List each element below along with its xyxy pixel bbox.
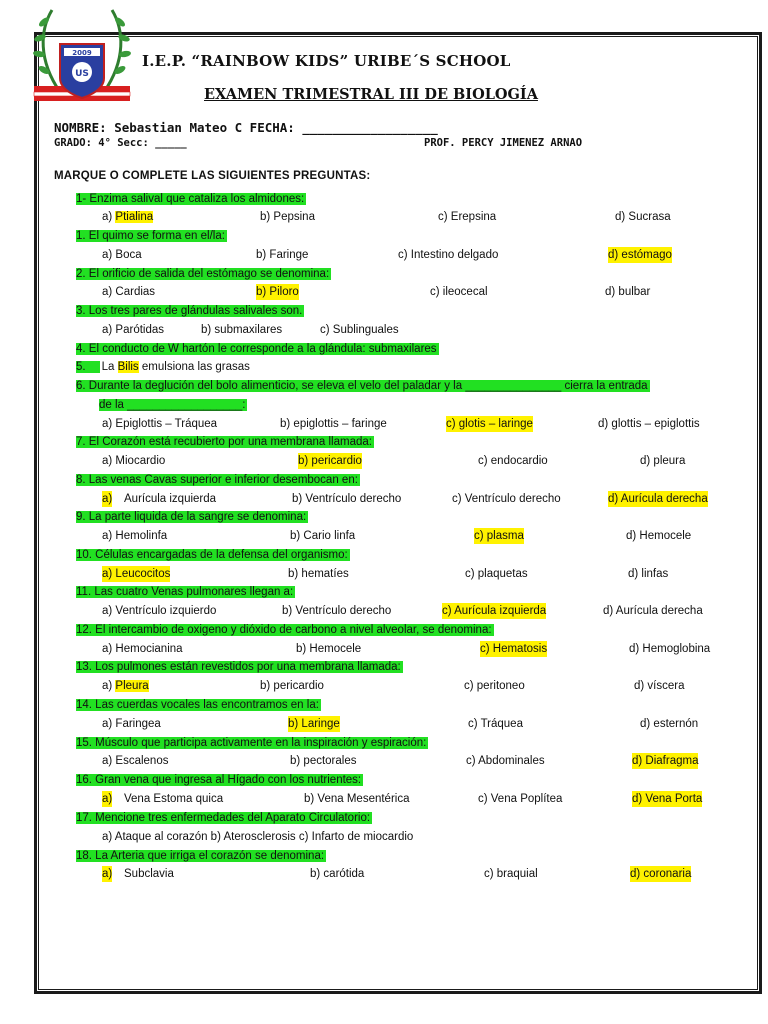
option-d: d) Sucrasa bbox=[615, 211, 671, 223]
option-a: a) Ptialina bbox=[102, 211, 154, 223]
option-a: a) Escalenos bbox=[102, 755, 169, 767]
option-c: c) ileocecal bbox=[430, 286, 488, 298]
option-b-selected: b) Piloro bbox=[256, 286, 299, 298]
option-b-selected: b) pericardio bbox=[298, 455, 362, 467]
option-d: d) esternón bbox=[640, 718, 699, 730]
option-b: b) pectorales bbox=[290, 755, 357, 767]
option-a: a) Parótidas bbox=[102, 324, 165, 336]
option-b-selected: b) Laringe bbox=[288, 718, 340, 730]
option-b: b) Pepsina bbox=[260, 211, 315, 223]
option-d-selected: d) Vena Porta bbox=[632, 793, 703, 805]
option-c: c) endocardio bbox=[478, 455, 548, 467]
option-b: b) carótida bbox=[310, 868, 365, 880]
option-a: Vena Estoma quica bbox=[124, 793, 224, 805]
question-4: 4. El conducto de W hartón le corresponde a la glándula: submaxilares bbox=[76, 343, 437, 355]
option-a: a) Epiglottis – Tráquea bbox=[102, 418, 218, 430]
option-a: Subclavia bbox=[124, 868, 174, 880]
option-d: d) glottis – epiglottis bbox=[598, 418, 700, 430]
option-a: a) Faringea bbox=[102, 718, 161, 730]
option-d: d) Hemoglobina bbox=[629, 643, 711, 655]
option-b: b) hematíes bbox=[288, 568, 349, 580]
school-crest-icon bbox=[30, 0, 134, 106]
option-a: a) Ataque al corazón b) Aterosclerosis c) Infarto de miocardio bbox=[102, 831, 414, 843]
question-12: 12. El intercambio de oxigeno y dióxido de carbono a nivel alveolar, se denomina: bbox=[76, 624, 492, 636]
question-17: 17. Mencione tres enfermedades del Aparato Circulatorio: bbox=[76, 812, 371, 824]
option-d: d) Hemocele bbox=[626, 530, 692, 542]
option-c: c) Vena Poplítea bbox=[478, 793, 563, 805]
question-1a: 1- Enzima salival que cataliza los almidones: bbox=[76, 193, 305, 205]
option-a-marker: a) bbox=[102, 793, 113, 805]
option-b: b) pericardio bbox=[260, 680, 324, 692]
option-b: b) Cario linfa bbox=[290, 530, 356, 542]
option-c: c) Abdominales bbox=[466, 755, 545, 767]
question-18: 18. La Arteria que irriga el corazón se denomina: bbox=[76, 850, 325, 862]
question-1b: 1. El quimo se forma en el/la: bbox=[76, 230, 225, 242]
selected-answer-highlight: Ptialina bbox=[115, 211, 154, 223]
option-a: a) Hemolinfa bbox=[102, 530, 168, 542]
option-c-selected: c) plasma bbox=[474, 530, 524, 542]
instructions: MARQUE O COMPLETE LAS SIGUIENTES PREGUNTAS: bbox=[54, 170, 371, 182]
option-a-selected: a) Leucocitos bbox=[102, 568, 171, 580]
question-9: 9. La parte liquida de la sangre se denomina: bbox=[76, 511, 307, 523]
option-a-marker: a) bbox=[102, 868, 113, 880]
option-d: d) bulbar bbox=[605, 286, 651, 298]
option-d-selected: d) Aurícula derecha bbox=[608, 493, 708, 505]
option-a: Aurícula izquierda bbox=[124, 493, 217, 505]
question-14: 14. Las cuerdas vocales las encontramos en la: bbox=[76, 699, 319, 711]
option-c-selected: c) Hematosis bbox=[480, 643, 548, 655]
name-date-line: NOMBRE: Sebastian Mateo C FECHA: __________________ bbox=[54, 120, 438, 135]
question-5: 5. La Bilis emulsiona las grasas bbox=[76, 361, 250, 373]
question-15: 15. Músculo que participa activamente en la inspiración y espiración: bbox=[76, 737, 427, 749]
professor-name: PROF. PERCY JIMENEZ ARNAO bbox=[424, 137, 583, 149]
option-a: a) Pleura bbox=[102, 680, 149, 692]
exam-title: EXAMEN TRIMESTRAL III DE BIOLOGÍA bbox=[204, 86, 538, 103]
option-a: a) Boca bbox=[102, 249, 142, 261]
option-a: a) Hemocianina bbox=[102, 643, 183, 655]
option-b: b) submaxilares bbox=[201, 324, 283, 336]
question-11: 11. Las cuatro Venas pulmonares llegan a: bbox=[76, 586, 294, 598]
question-13: 13. Los pulmones están revestidos por una membrana llamada: bbox=[76, 661, 401, 673]
option-d: d) pleura bbox=[640, 455, 686, 467]
option-a: a) Miocardio bbox=[102, 455, 166, 467]
option-b: b) Faringe bbox=[256, 249, 309, 261]
option-b: b) epiglottis – faringe bbox=[280, 418, 387, 430]
question-8: 8. Las venas Cavas superior e inferior desembocan en: bbox=[76, 474, 358, 486]
option-b: b) Hemocele bbox=[296, 643, 362, 655]
question-6: 6. Durante la deglución del bolo alimenticio, se eleva el velo del paladar y la _______________ cierra la entrada bbox=[76, 380, 648, 392]
option-d: d) Aurícula derecha bbox=[603, 605, 703, 617]
option-c: c) Sublinguales bbox=[320, 324, 399, 336]
option-c: c) Erepsina bbox=[438, 211, 497, 223]
question-2: 2. El orificio de salida del estómago se denomina: bbox=[76, 268, 330, 280]
question-7: 7. El Corazón está recubierto por una membrana llamada: bbox=[76, 436, 372, 448]
question-6-cont: de la __________________: bbox=[99, 399, 246, 411]
question-3: 3. Los tres pares de glándulas salivales son. bbox=[76, 305, 303, 317]
grade-line: GRADO: 4° Secc: _____ bbox=[54, 137, 187, 149]
question-10: 10. Células encargadas de la defensa del organismo: bbox=[76, 549, 348, 561]
option-c: c) Ventrículo derecho bbox=[452, 493, 561, 505]
option-a-marker: a) bbox=[102, 493, 113, 505]
option-d: d) linfas bbox=[628, 568, 669, 580]
question-16: 16. Gran vena que ingresa al Hígado con los nutrientes: bbox=[76, 774, 362, 786]
option-d-selected: d) Diafragma bbox=[632, 755, 699, 767]
option-c: c) peritoneo bbox=[464, 680, 525, 692]
option-c-selected: c) Aurícula izquierda bbox=[442, 605, 547, 617]
option-b: b) Ventrículo derecho bbox=[282, 605, 392, 617]
option-d: d) víscera bbox=[634, 680, 685, 692]
option-a: a) Ventrículo izquierdo bbox=[102, 605, 217, 617]
option-d-selected: d) coronaria bbox=[630, 868, 692, 880]
svg-text:2009: 2009 bbox=[72, 49, 92, 57]
selected-answer-highlight: Pleura bbox=[115, 680, 149, 692]
option-c: c) Intestino delgado bbox=[398, 249, 499, 261]
option-b: b) Vena Mesentérica bbox=[304, 793, 410, 805]
option-b: b) Ventrículo derecho bbox=[292, 493, 402, 505]
option-c: c) plaquetas bbox=[465, 568, 528, 580]
option-d-selected: d) estómago bbox=[608, 249, 672, 261]
option-c-selected: c) glotis – laringe bbox=[446, 418, 533, 430]
svg-text:US: US bbox=[75, 69, 89, 79]
option-c: c) Tráquea bbox=[468, 718, 523, 730]
school-name: I.E.P. “RAINBOW KIDS” URIBE´S SCHOOL bbox=[142, 52, 511, 70]
option-c: c) braquial bbox=[484, 868, 538, 880]
option-a: a) Cardias bbox=[102, 286, 156, 298]
